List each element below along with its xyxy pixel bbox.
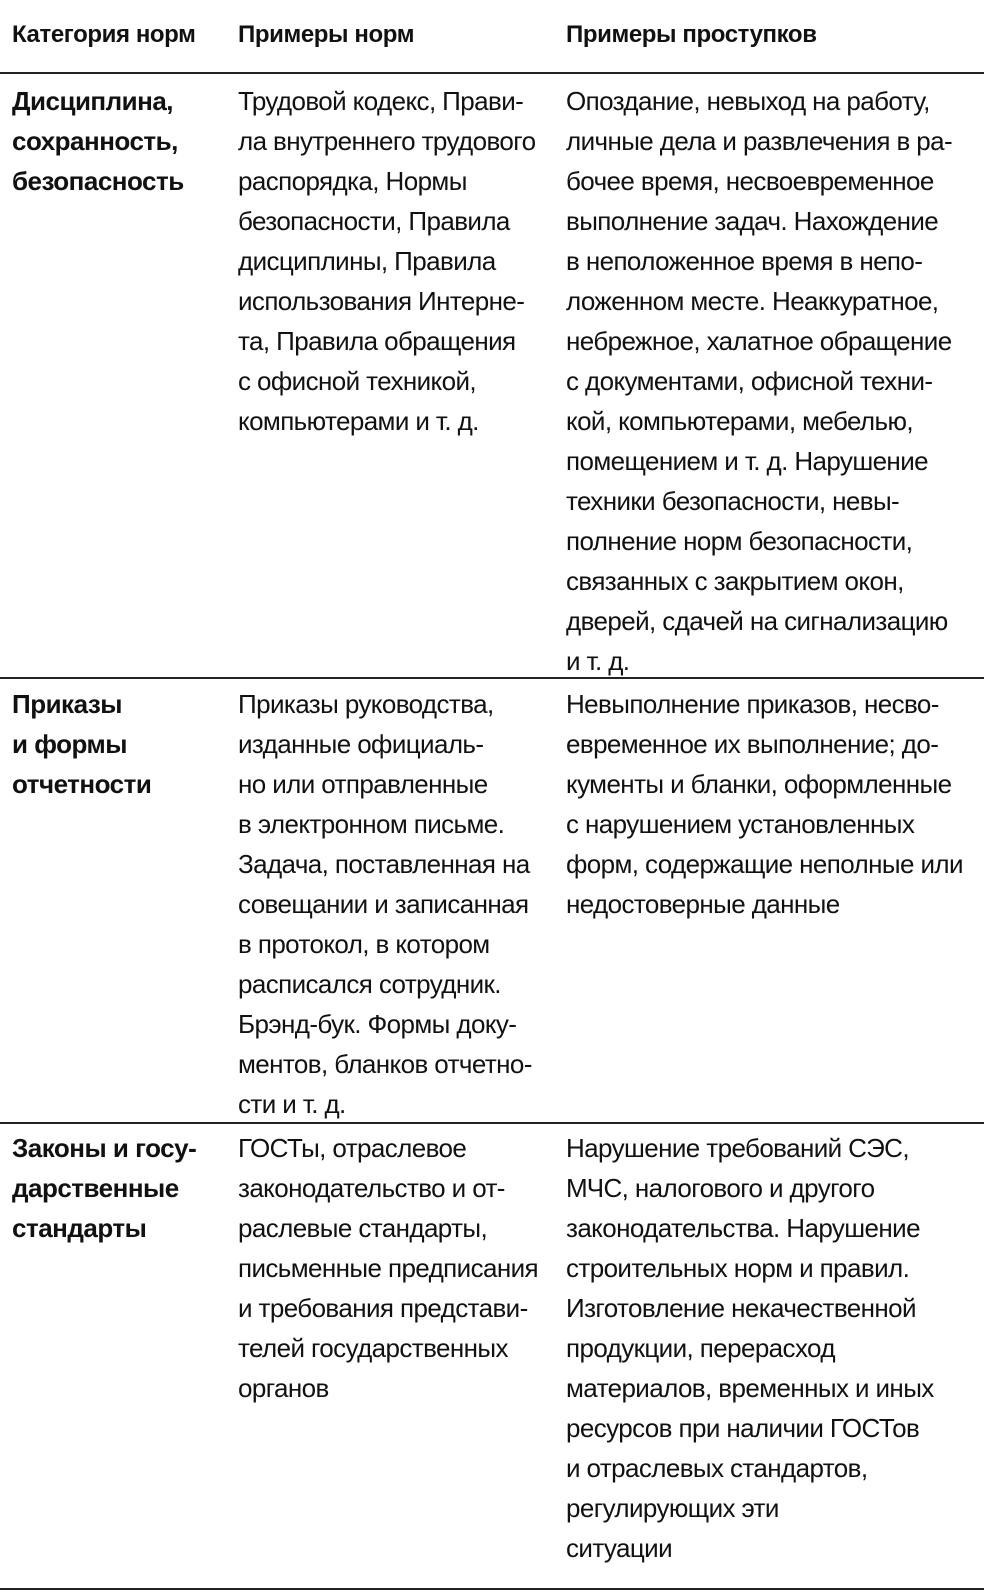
row-1-offenses: Опоздание, невыход на работу, личные дела и развлечения в ра- бочее время, несвоевременное выполнение задач. Нахождение в неположенное время в непо- ложенном месте. Неаккуратное, небрежное, халатное обращение с документами, офисной техни- кой, компьютерами, мебелью, помещением и т. д. Нарушение техники безопасности, невы- полнение норм безопасности, связанных с закрытием окон, дверей, сдачей на сигнализацию и т. д. <box>566 86 953 676</box>
row-1-norms: Трудовой кодекс, Прави- ла внутреннего трудового распорядка, Нормы безопасности, Правила дисциплины, Правила использования Интерне- та, Правила обращения с офисной техникой, компьютерами и т. д. <box>238 86 536 436</box>
row-divider <box>0 1122 984 1124</box>
row-2-category: Приказы и формы отчетности <box>12 689 152 799</box>
row-divider <box>0 677 984 679</box>
header-category: Категория норм <box>12 21 196 48</box>
header-offenses: Примеры проступков <box>566 21 817 48</box>
row-1-category: Дисциплина, сохранность, безопасность <box>12 86 184 196</box>
row-2-norms: Приказы руководства, изданные официаль- но или отправленные в электронном письме. Задача, поставленная на совещании и записанная в протокол, в котором расписался сотрудник. Брэнд-бук. Формы доку- ментов, бланков отчетно- сти и т. д. <box>238 689 532 1119</box>
table-bottom-border <box>0 1588 984 1590</box>
row-2-offenses: Невыполнение приказов, несво- евременное их выполнение; до- кументы и бланки, оформленные с нарушением установленных форм, содержащие неполные или недостоверные данные <box>566 689 963 919</box>
header-norms: Примеры норм <box>238 21 415 48</box>
header-divider <box>0 72 984 74</box>
row-3-offenses: Нарушение требований СЭС, МЧС, налогового и другого законодательства. Нарушение строительных норм и правил. Изготовление некачественной продукции, перерасход материалов, временных и иных ресурсов при наличии ГОСТов и отраслевых стандартов, регулирующих эти ситуации <box>566 1133 934 1563</box>
row-3-category: Законы и госу- дарственные стандарты <box>12 1133 197 1243</box>
row-3-norms: ГОСТы, отраслевое законодательство и от- раслевые стандарты, письменные предписания и требования представи- телей государственных органов <box>238 1133 538 1403</box>
